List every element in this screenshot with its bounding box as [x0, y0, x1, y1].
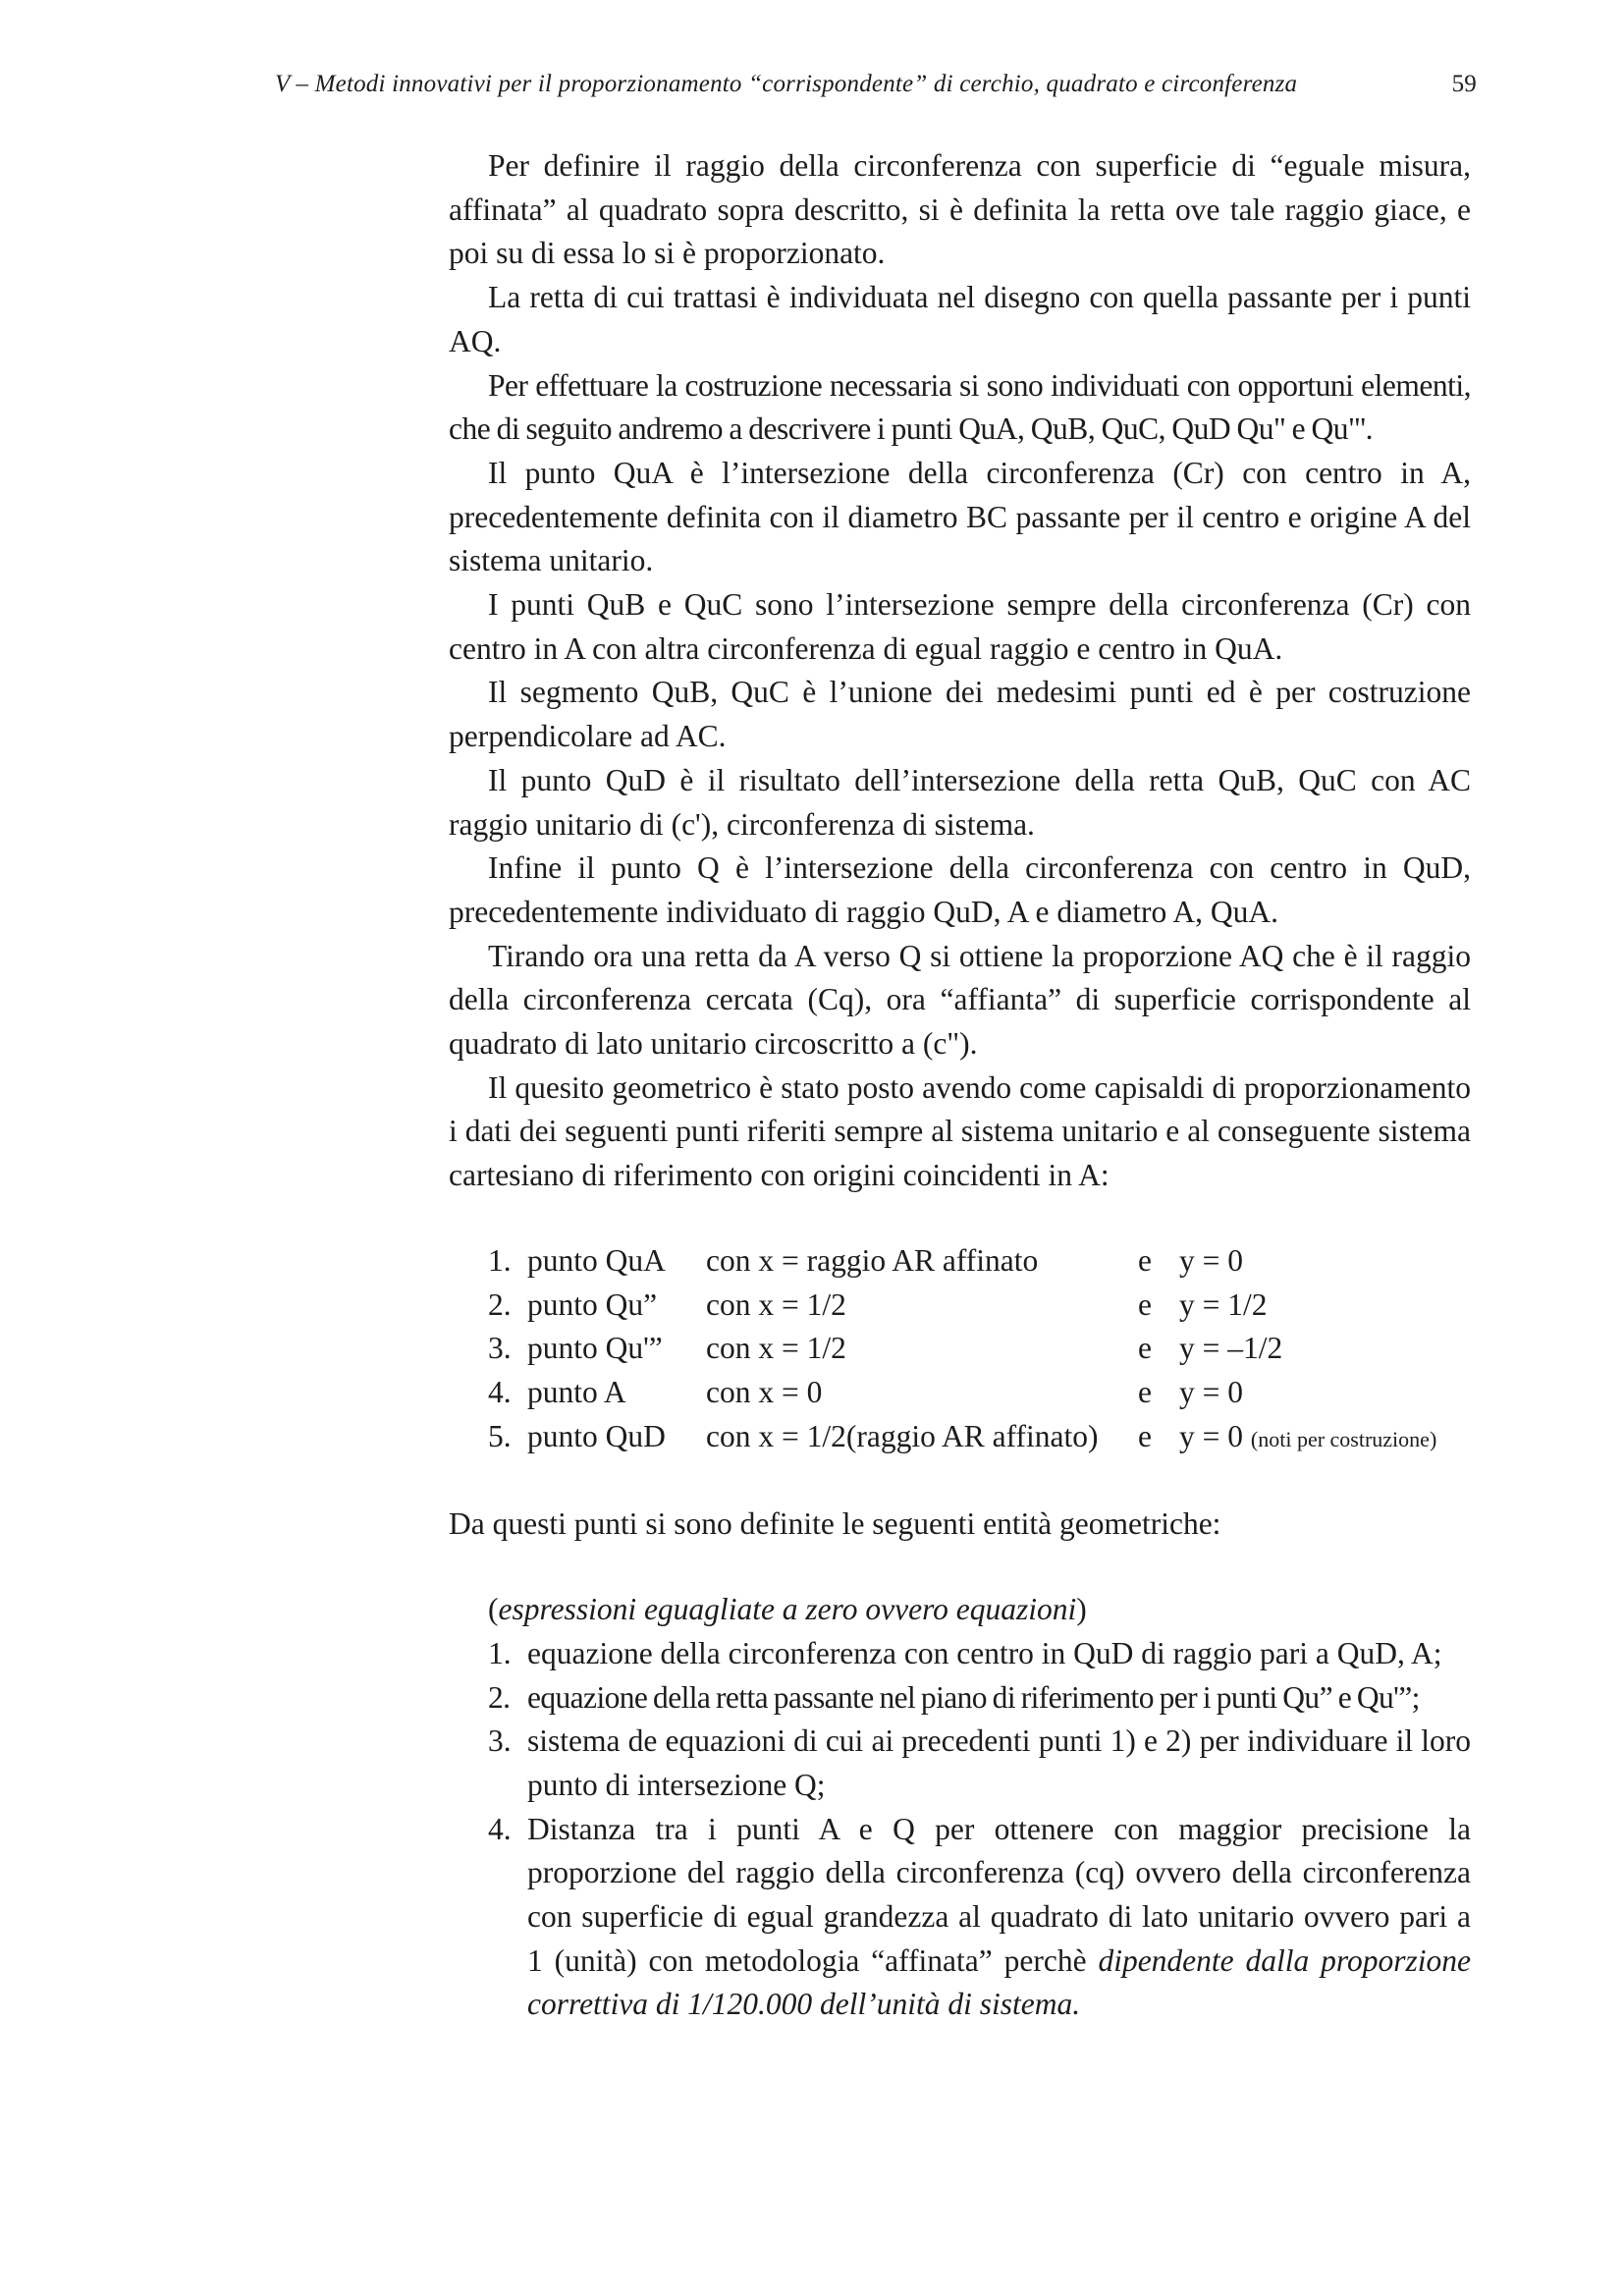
point-name: punto A [527, 1374, 626, 1409]
point-y-condition [1179, 1327, 1436, 1371]
points-row [488, 1371, 1436, 1415]
point-note: (noti per costruzione) [1250, 1426, 1437, 1451]
list-item [488, 1676, 1471, 1721]
point-number: 2. [488, 1286, 512, 1322]
list-item [488, 1808, 1471, 2028]
points-list [488, 1239, 1436, 1462]
expressions-title: (espressioni eguagliate a zero ovvero equazioni) [488, 1592, 1087, 1627]
paragraph: Il punto QuA è l’intersezione della circonferenza (Cr) con centro in A, precedentemente definita con il diametro BC passante per il centro e origine A del sistema unitario. [449, 455, 1471, 578]
page-number: 59 [1451, 71, 1477, 97]
paragraph: Infine il punto Q è l’intersezione della circonferenza con centro in QuD, precedentemente individuato di raggio QuD, A e diametro A, QuA. [449, 850, 1471, 929]
list-item [488, 1720, 1471, 1807]
paragraph: Il quesito geometrico è stato posto avendo come capisaldi di proporzionamento i dati dei seguenti punti riferiti sempre al sistema unitario e al conseguente sistema cartesiano di riferimento con origini coincidenti in A: [449, 1069, 1471, 1193]
entities-intro: Da questi punti si sono definite le seguenti entità geometriche: [449, 1506, 1221, 1542]
paragraph: Per definire il raggio della circonferenza con superficie di “eguale misura, affinata” al quadrato sopra descritto, si è definita la retta ove tale raggio giace, e poi su di essa lo si è proporzionato. [449, 148, 1471, 271]
points-row [488, 1284, 1436, 1328]
point-y-condition [1179, 1239, 1436, 1284]
point-conjunction: e [1138, 1242, 1152, 1278]
paragraph: La retta di cui trattasi è individuata nel disegno con quella passante per i punti AQ. [449, 280, 1471, 358]
point-y-value: y = 0 [1179, 1418, 1244, 1453]
paragraph: Per effettuare la costruzione necessaria si sono individuati con opportuni elementi, che di seguito andremo a descrivere i punti QuA, QuB, QuC, QuD Qu" e Qu"'. [449, 367, 1471, 447]
point-conjunction: e [1138, 1374, 1152, 1409]
point-number: 3. [488, 1331, 512, 1366]
list-item-text: equazione della circonferenza con centro in QuD di raggio pari a QuD, A; [527, 1635, 1442, 1670]
point-x-condition: con x = 1/2 [706, 1286, 846, 1322]
point-y-condition [1179, 1415, 1436, 1462]
point-name: punto QuA [527, 1242, 666, 1278]
list-item-text: Distanza tra i punti A e Q per ottenere con maggior precisione la proporzione del raggio della circonferenza (cq) ovvero della circonferenza con superficie di egual grandezza al quadrato di lato unitario ovvero pari a 1 (unità) con metodologia “affinata” perchè [527, 1811, 1471, 1978]
point-y-value: y = 1/2 [1179, 1286, 1268, 1322]
point-conjunction: e [1138, 1286, 1152, 1322]
point-x-condition: con x = raggio AR affinato [706, 1242, 1039, 1278]
point-y-condition [1179, 1371, 1436, 1415]
point-number: 5. [488, 1418, 512, 1453]
point-number: 1. [488, 1242, 512, 1278]
paragraph: Tirando ora una retta da A verso Q si ottiene la proporzione AQ che è il raggio della circonferenza cercata (Cq), ora “affianta” di superficie corrispondente al quadrato di lato unitario circoscritto a (c"). [449, 938, 1471, 1062]
point-y-value: y = –1/2 [1179, 1331, 1283, 1366]
point-name: punto Qu” [527, 1286, 658, 1322]
list-item-number: 2. [488, 1679, 511, 1715]
running-header [275, 71, 1477, 98]
point-y-value: y = 0 [1179, 1374, 1244, 1409]
body-text [449, 144, 1471, 2027]
point-number: 4. [488, 1374, 512, 1409]
points-row [488, 1239, 1436, 1284]
list-item-text: equazione della retta passante nel piano di riferimento per i punti Qu” e Qu'”; [527, 1679, 1420, 1715]
entities-list [449, 1632, 1471, 2027]
points-row [488, 1327, 1436, 1371]
point-x-condition: con x = 1/2 [706, 1331, 846, 1366]
paragraph: Il punto QuD è il risultato dell’intersezione della retta QuB, QuC con AC raggio unitario di (c'), circonferenza di sistema. [449, 762, 1471, 842]
list-item-number: 4. [488, 1811, 512, 1846]
point-conjunction: e [1138, 1331, 1152, 1366]
point-name: punto QuD [527, 1418, 666, 1453]
paragraph: Il segmento QuB, QuC è l’unione dei medesimi punti ed è per costruzione perpendicolare ad AC. [449, 675, 1471, 754]
list-item-number: 1. [488, 1635, 512, 1670]
list-item-text: sistema de equazioni di cui ai precedenti punti 1) e 2) per individuare il loro punto di intersezione Q; [527, 1723, 1471, 1802]
expressions-title-text: espressioni eguagliate a zero ovvero equazioni [498, 1592, 1077, 1627]
list-item-number: 3. [488, 1723, 512, 1759]
points-row [488, 1415, 1436, 1462]
point-y-value: y = 0 [1179, 1242, 1244, 1278]
list-item-emphasis: dipendente dalla proporzione correttiva di 1/120.000 dell’unità di sistema. [527, 1942, 1472, 2022]
point-x-condition: con x = 0 [706, 1374, 823, 1409]
point-conjunction: e [1138, 1418, 1152, 1453]
paragraph: I punti QuB e QuC sono l’intersezione sempre della circonferenza (Cr) con centro in A con altra circonferenza di egual raggio e centro in QuA. [449, 587, 1471, 666]
point-name: punto Qu'” [527, 1331, 663, 1366]
list-item [488, 1632, 1471, 1676]
running-title: V – Metodi innovativi per il proporzionamento “corrispondente” di cerchio, quadrato e circonferenza [275, 71, 1298, 97]
point-x-condition: con x = 1/2(raggio AR affinato) [706, 1418, 1099, 1453]
point-y-condition [1179, 1284, 1436, 1328]
